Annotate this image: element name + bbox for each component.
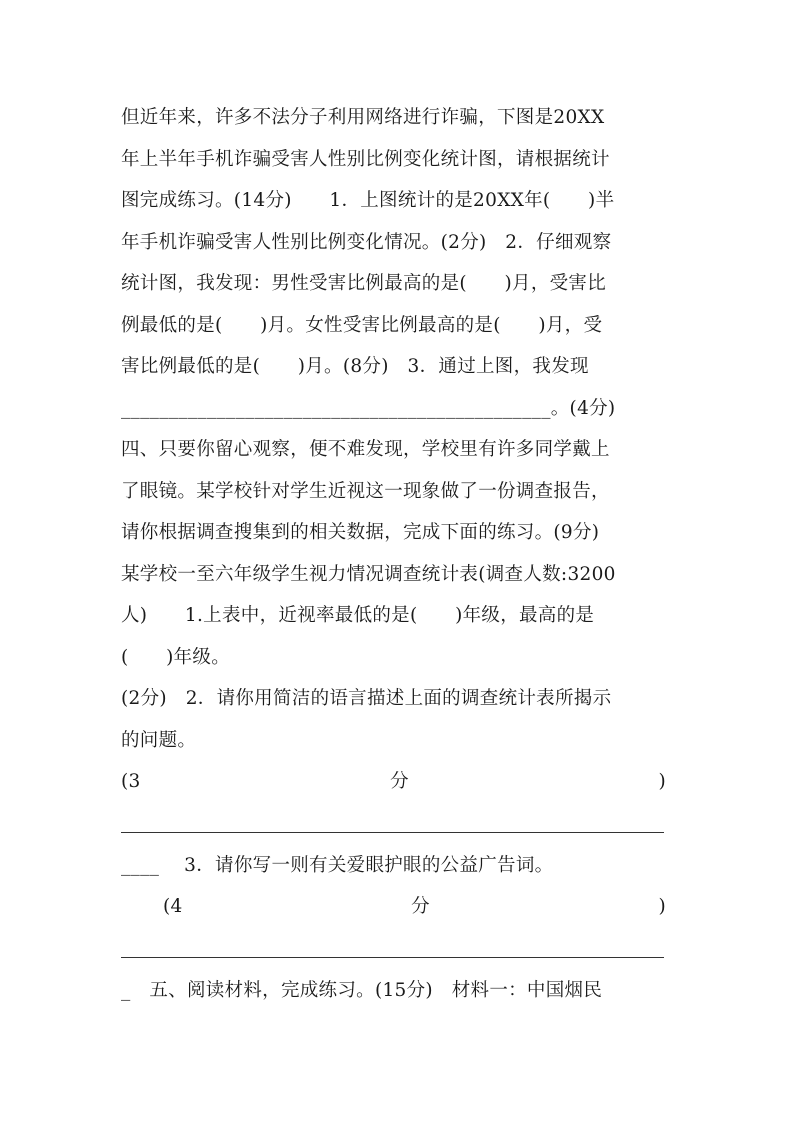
survey-table-caption: 某学校一至六年级学生视力情况调查统计表(调查人数:3200: [121, 564, 616, 585]
score-close: ): [658, 896, 666, 917]
score-close: ): [658, 771, 666, 792]
text-line-ad: ____ 3．请你写一则有关爱眼护眼的公益广告词。: [121, 855, 554, 876]
score-line-4: [163, 892, 666, 922]
score-line-3: [121, 767, 666, 797]
text-line-5: 统计图，我发现：男性受害比例最高的是( )月，受害比: [121, 273, 607, 294]
text-line-13: 人) 1.上表中，近视率最低的是( )年级，最高的是: [121, 605, 595, 626]
text-line-3: 图完成练习。(14分) 1．上图统计的是20XX年( )半: [121, 190, 615, 211]
text-line-2: 年上半年手机诈骗受害人性别比例变化统计图，请根据统计: [121, 149, 610, 170]
section-four-heading: 四、只要你留心观察，便不难发现，学校里有许多同学戴上: [121, 439, 610, 460]
text-line-1: 但近年来，许多不法分子利用网络进行诈骗，下图是20XX: [121, 107, 605, 128]
score-open: (4: [163, 896, 183, 917]
section-five-line: _ 五、阅读材料，完成练习。(15分) 材料一：中国烟民: [121, 980, 603, 1001]
text-line-16: 的问题。: [121, 730, 197, 751]
text-line-11: 请你根据调查搜集到的相关数据，完成下面的练习。(9分): [121, 522, 600, 543]
answer-blank-line: _____________________________________________。(4分): [121, 398, 616, 419]
score-unit: 分: [390, 771, 409, 792]
score-unit: 分: [411, 896, 430, 917]
text-line-4: 年手机诈骗受害人性别比例变化情况。(2分) 2．仔细观察: [121, 232, 612, 253]
text-line-6: 例最低的是( )月。女性受害比例最高的是( )月，受: [121, 315, 603, 336]
score-open: (3: [121, 771, 141, 792]
answer-rule-1: [121, 832, 664, 833]
text-line-14: ( )年级。: [121, 647, 231, 668]
text-line-7: 害比例最低的是( )月。(8分) 3．通过上图，我发现: [121, 356, 589, 377]
text-line-10: 了眼镜。某学校针对学生近视这一现象做了一份调查报告，: [121, 481, 610, 502]
text-line-15: (2分) 2．请你用简洁的语言描述上面的调查统计表所揭示: [121, 688, 612, 709]
answer-rule-2: [121, 957, 664, 958]
